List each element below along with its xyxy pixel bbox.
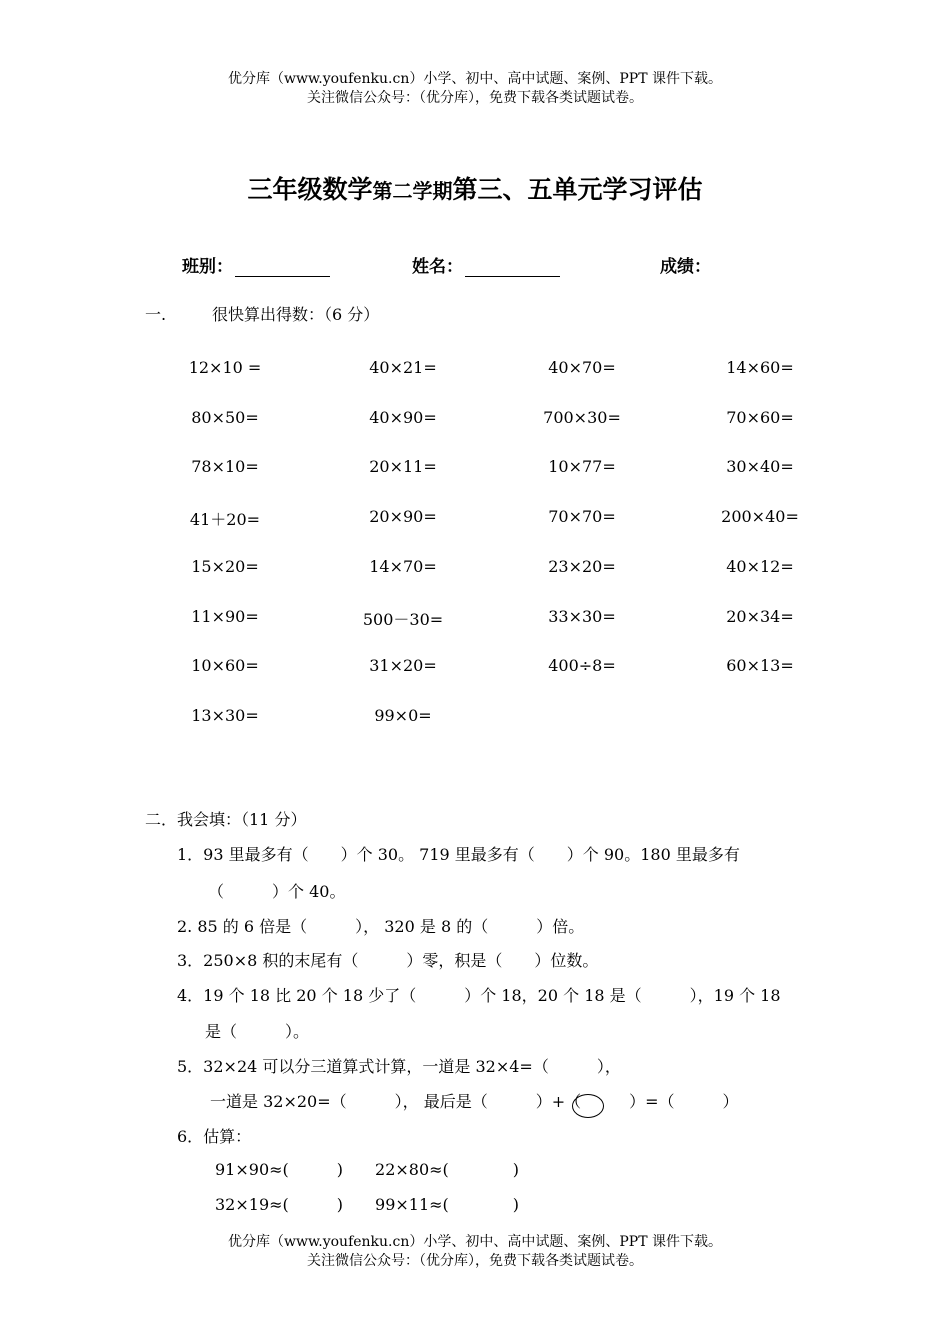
name-field[interactable] [412, 252, 560, 277]
calc-item: 40×70= [548, 358, 616, 377]
fill-line-4: 3．250×8 积的末尾有（ ）零，积是（ ）位数。 [177, 951, 599, 970]
calc-item: 40×90= [369, 407, 437, 427]
calc-item: 13×30= [191, 705, 259, 725]
fill-line-6: 是（ ）。 [205, 1022, 310, 1041]
calc-item: 41＋20= [189, 510, 261, 530]
calc-item: 70×70= [548, 507, 616, 527]
estimate-line-1: 91×90≈( ) 22×80≈( ) [215, 1160, 520, 1179]
title-part-1: 三年级数学 [247, 175, 373, 204]
fill-line-5: 4．19 个 18 比 20 个 18 少了（ ）个 18，20 个 18 是（ ），19 个 18 [177, 986, 781, 1005]
calc-item: 40×21= [369, 358, 437, 377]
fill-line-8: 一道是 32×20=（ ）， 最后是（ ）+（ ）=（ ） [210, 1092, 739, 1111]
header-line-2: 关注微信公众号：（优分库），免费下载各类试题试卷。 [307, 90, 643, 106]
calc-item: 10×77= [548, 457, 616, 477]
title-part-3: 第三、五单元学习评估 [452, 175, 703, 204]
calc-item: 12×10 = [188, 358, 262, 377]
calc-item: 400÷8= [548, 656, 616, 676]
class-blank[interactable] [235, 260, 330, 277]
calc-item: 20×90= [369, 507, 437, 527]
calc-item: 200×40= [721, 507, 799, 527]
calc-item: 23×20= [548, 556, 616, 576]
calc-item: 700×30= [543, 407, 621, 427]
calc-item: 70×60= [726, 407, 794, 427]
header-line-1: 优分库（www.youfenku.cn）小学、初中、高中试题、案例、PPT 课件下载。 [227, 71, 722, 87]
score-label: 成绩： [660, 257, 711, 277]
hand-drawn-circle [572, 1094, 604, 1118]
fill-line-1: 1．93 里最多有（ ）个 30。 719 里最多有（ ）个 90。180 里最多有 [177, 845, 740, 864]
fill-line-3: 2. 85 的 6 倍是（ ）， 320 是 8 的（ ）倍。 [177, 917, 585, 936]
calc-item: 30×40= [726, 457, 794, 477]
section1-title: 很快算出得数：（6 分） [212, 305, 380, 324]
calc-item: 99×0= [374, 705, 432, 725]
name-label: 姓名： [412, 257, 463, 277]
calc-item: 20×11= [369, 457, 437, 477]
calc-item: 60×13= [726, 656, 794, 676]
name-blank[interactable] [465, 260, 560, 277]
section2-title: 二．我会填：（11 分） [145, 810, 307, 829]
section1-number: 一. [145, 305, 167, 324]
calc-item: 78×10= [191, 457, 259, 477]
page-title [0, 170, 950, 206]
estimate-line-2: 32×19≈( ) 99×11≈( ) [215, 1195, 520, 1214]
calc-item: 80×50= [191, 407, 259, 427]
footer-line-1: 优分库（www.youfenku.cn）小学、初中、高中试题、案例、PPT 课件下载。 [227, 1234, 722, 1250]
class-label: 班别： [182, 257, 233, 277]
calc-item: 11×90= [191, 606, 259, 626]
calc-item: 14×70= [369, 556, 437, 576]
calc-item: 20×34= [726, 606, 794, 626]
class-field[interactable] [182, 252, 330, 277]
title-part-2: 第二学期 [372, 179, 453, 203]
calc-item: 33×30= [548, 606, 616, 626]
fill-line-2: （ ）个 40。 [208, 882, 346, 901]
calc-item: 14×60= [726, 358, 794, 377]
calc-item: 500－30= [362, 609, 444, 629]
calc-item: 15×20= [191, 556, 259, 576]
calc-item: 10×60= [191, 656, 259, 676]
calc-item: 40×12= [726, 556, 794, 576]
footer-line-2: 关注微信公众号：（优分库），免费下载各类试题试卷。 [307, 1253, 643, 1269]
fill-line-9: 6．估算： [177, 1127, 252, 1146]
fill-line-7: 5．32×24 可以分三道算式计算，一道是 32×4=（ ）， [177, 1057, 621, 1076]
calc-item: 31×20= [369, 656, 437, 676]
